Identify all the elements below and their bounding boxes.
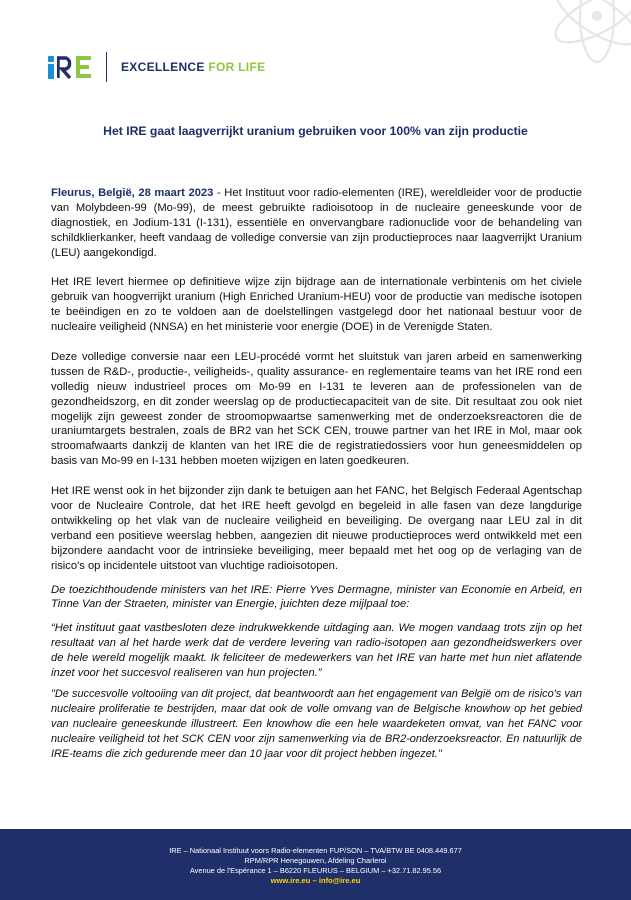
footer-contact-line: www.ire.eu – info@ire.eu [270,876,361,885]
press-release-title: Het IRE gaat laagverrijkt uranium gebruiken voor 100% van zijn productie [103,124,528,138]
tagline [121,60,265,74]
paragraph-conversion: Deze volledige conversie naar een LEU-procédé vormt het sluitstuk van jaren arbeid en samenwerking tussen de R&D-, productie-, veiligheids-, quality assurance- en reglementaire teams van het IRE rond een volledig nieuw industrieel proces om Mo-99 en I-131 te leveren aan de professionelen van de gezondheidszorg, en dit zonder weerslag op de productiecapaciteit van de site. Dit resultaat zou ook niet mogelijk zijn geweest zonder de stroomopwaartse samenwerking met de onderzoeksreactoren die de uraniumtargets bestralen, zoals de BR2 van het SCK CEN, trouwe partner van het IRE in Mol, maar ook stroomafwaarts dankzij de klanten van het IRE die de registratiedossiers voor hun geneesmiddelen op basis van Mo-99 en I-131 hebben moeten wijzigen en laten goedkeuren. [51,350,582,468]
paragraph-commitment: Het IRE levert hiermee op definitieve wijze zijn bijdrage aan de internationale verbintenis om het civiele gebruik van hoogverrijkt uranium (High Enriched Uranium-HEU) voor de productie van medische isotopen te beëindigen en zo te voldoen aan de doelstellingen vastgelegd door het nationaal bestuur voor de nucleaire veiligheid (NNSA) en het ministerie voor energie (DOE) in de Verenigde Staten. [51,276,582,334]
quote-van-der-straeten: "De succesvolle voltooiing van dit project, dat beantwoordt aan het engagement van België om de risico's van nucleaire proliferatie te bestrijden, maar dat ook de volle omvang van de Belgische knowhow op het gebied van nucleaire geneeskunde illustreert. Een knowhow die een hele waardeketen omvat, van het FANC voor nucleaire veiligheid tot het SCK CEN voor zijn samenwerking via de BR2-onderzoeksreactor. En natuurlijk de IRE-teams die zich gedurende meer dan 10 jaar voor dit project hebben ingezet." [51,687,582,760]
intro-text: - Het Instituut voor radio-elementen (IRE), wereldleider voor de productie van Molybdeen-99 (Mo-99), de meest gebruikte radioisotoop in de nucleaire geneeskunde voor de diagnostiek, en Jodium-131 (I-131), essentiële en onvervangbare radionuclide voor de behandeling van schildklierkanker, heeft vandaag de volledige conversie van zijn productieproces naar laagverrijkt Uranium (LEU) aangekondigd. [51,187,582,259]
logo-letter-e [76,55,92,79]
header-divider [106,52,107,82]
footer-company-line: IRE – Nationaal Instituut voors Radio-elementen FUP/SON – TVA/BTW BE 0408.449.677 [169,846,462,855]
footer-registry-line: RPM/RPR Henegouwen, Afdeling Charleroi [244,856,387,865]
atom-watermark-icon [487,0,631,104]
tagline-main: EXCELLENCE [121,60,209,74]
paragraph-ministers: De toezichthoudende ministers van het IRE: Pierre Yves Dermagne, minister van Economie en Arbeid, en Tinne Van der Straeten, minister van Energie, juichten deze mijlpaal toe: [51,583,582,611]
paragraph-fanc: Het IRE wenst ook in het bijzonder zijn dank te betuigen aan het FANC, het Belgisch Federaal Agentschap voor de Nucleaire Controle, dat het IRE heeft gevolgd en begeleid in alle fasen van deze langdurige ontwikkeling op het vlak van de nucleaire veiligheid en beveiliging. De overgang naar LEU zal in dit verband een positieve weerslag hebben, aangezien dit nieuwe productieproces werd ontwikkeld met een bijzondere aandacht voor de intrinsieke beveiliging, meer bepaald met het oog op de verlaging van de risico's op incidentele uitstoot van vluchtige radioisotopen. [51,485,582,572]
ire-logo [48,55,92,79]
page-header [48,47,265,87]
dateline: Fleurus, België, 28 maart 2023 [51,187,214,199]
paragraph-intro [51,186,582,261]
logo-letter-r [57,55,73,79]
quote-dermagne: “Het instituut gaat vastbesloten deze indrukwekkende uitdaging aan. We mogen vandaag trots zijn op het resultaat van al het harde werk dat de verdere levering van radio-isotopen aan gezondheidswerkers over de hele wereld mogelijk maakt. Ik feliciteer de medewerkers van het IRE van harte met hun niet aflatende inzet voor het succesvol realiseren van hun projecten.” [51,622,582,680]
article-body [51,186,582,761]
footer-address-line: Avenue de l'Espérance 1 – B6220 FLEURUS – BELGIUM – +32.71.82.95.56 [189,866,442,875]
logo-letter-i [48,56,54,79]
tagline-accent: FOR LIFE [208,60,266,74]
page-footer [0,829,631,900]
